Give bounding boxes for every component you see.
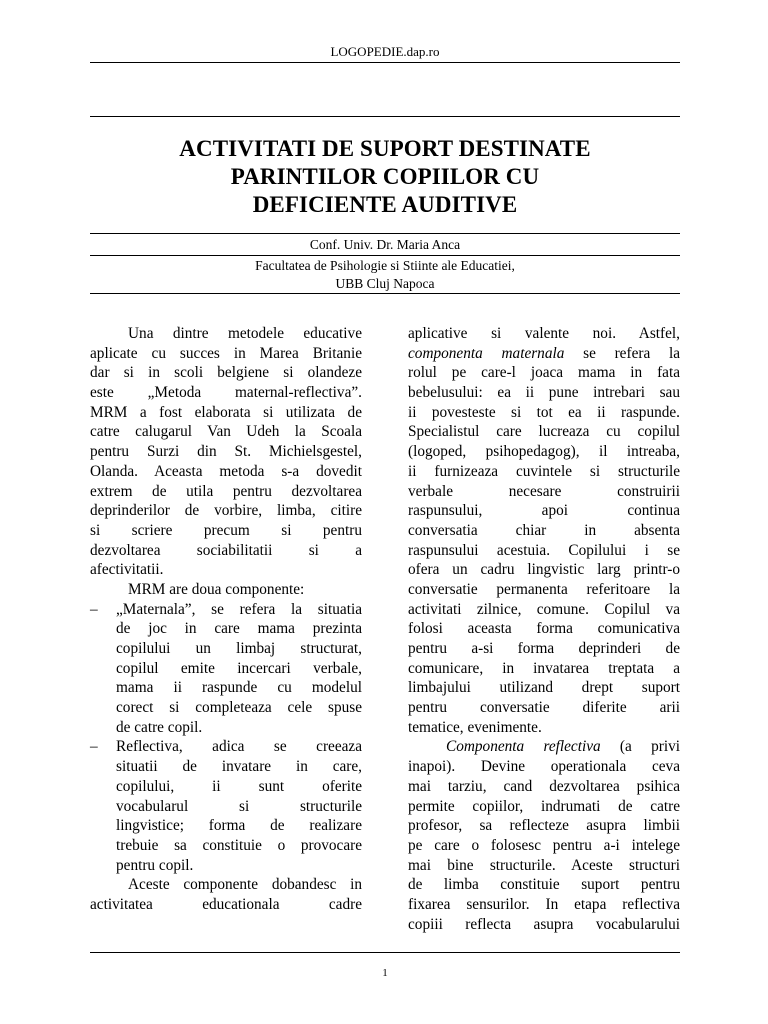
document-title [90, 135, 680, 219]
text-line: (logoped, psihopedagog), il intreaba, [408, 443, 680, 461]
text-line: pentru a-si forma deprinderi de [408, 640, 680, 657]
list-item [90, 600, 362, 738]
text-line: afectivitatii. [90, 561, 164, 579]
text-line: pentru copil. [116, 856, 194, 874]
text-line: copiii reflecta asupra vocabularului [408, 915, 680, 933]
text-line: de joc in care mama prezinta [116, 620, 362, 638]
text-line: Olanda. Aceasta metoda s-a dovedit [90, 462, 362, 480]
author-name: Conf. Univ. Dr. Maria Anca [309, 237, 461, 252]
text-line: raspunsului acestuia. Copilului i se [408, 541, 680, 559]
text-line: dezvoltarea sociabilitatii si a [90, 541, 362, 559]
footer-rule [90, 952, 680, 953]
text-line: mama ii raspunde cu modelul [116, 679, 362, 697]
text-line: ofera un cadru lingvistic larg printr-o [408, 561, 680, 579]
text-line: profesor, sa reflecteze asupra limbii [408, 817, 680, 835]
affiliation-line: UBB Cluj Napoca [335, 276, 435, 291]
text-line: pentru conversatie diferite arii [408, 699, 680, 717]
text-line: verbale necesare construirii [408, 482, 680, 500]
text-line: componenta maternala se refera la [408, 344, 681, 362]
list-item [90, 737, 362, 875]
text-line: Aceste componente dobandesc in [128, 876, 362, 894]
text-line: de limba constituie suport pentru [408, 876, 680, 894]
text-line: Una dintre metodele educative [128, 325, 362, 342]
text-line: conversatia chiar in absenta [408, 521, 680, 539]
text-line: mai tarziu, cand dezvoltarea psihica [408, 777, 680, 795]
text-line: comunicare, in invatarea treptata a [408, 659, 680, 677]
text-line: deprinderilor de vorbire, limba, citire [90, 502, 362, 520]
text-line: folosi aceasta forma comunicativa [408, 620, 680, 638]
page-number: 1 [382, 967, 388, 979]
text-line: rolul pe care-l joaca mama in fata [408, 364, 680, 382]
text-line: mai bine structurile. Aceste structuri [408, 856, 680, 874]
text-line: permite copiilor, indrumati de catre [408, 797, 680, 815]
affiliation-bottom-rule [90, 293, 680, 294]
title-line: PARINTILOR COPIILOR CU [230, 164, 540, 189]
text-line: tematice, evenimente. [408, 718, 542, 736]
text-line: si scriere precum si pentru [90, 521, 362, 539]
text-line: MRM are doua componente: [128, 580, 305, 598]
text-line: „Maternala”, se refera la situatia [116, 600, 362, 618]
text-line: activitati zilnice, comune. Copilul va [408, 600, 680, 618]
text-line: catre calugarul Van Udeh la Scoala [90, 423, 362, 441]
text-line: de catre copil. [116, 718, 203, 736]
text-line: pe care o folosesc pentru a-i intelege [408, 836, 680, 854]
header-rule [90, 62, 680, 63]
text-line: Specialistul care lucreaza cu copilul [408, 423, 680, 441]
text-line: limbajului utilizand drept suport [408, 679, 680, 697]
left-column [90, 324, 362, 915]
text-line: fixarea sensurilor. In etapa reflectiva [408, 895, 680, 913]
text-line: aplicative si valente noi. Astfel, [408, 325, 680, 342]
text-line: copilul emite incercari verbale, [116, 659, 362, 677]
text-line: bebelusului: ea ii pune intrebari sau [408, 384, 680, 402]
paragraph [90, 324, 362, 580]
text-line: pentru Surzi din St. Michielsgestel, [90, 443, 362, 461]
italic-term: componenta maternala [408, 344, 565, 362]
text-line: ii furnizeaza cuvintele si structurile [408, 462, 680, 480]
text-line: vocabularul si structurile [116, 797, 362, 815]
right-column [408, 324, 680, 934]
text-line: situatii de invatare in care, [116, 758, 362, 776]
text-line: trebuie sa constituie o provocare [116, 836, 362, 854]
text-line: raspunsului, apoi continua [408, 502, 680, 520]
text-line: copilului un limbaj structurat, [116, 640, 362, 657]
author-top-rule [90, 233, 680, 234]
running-header: LOGOPEDIE.dap.ro [330, 44, 440, 59]
text-line: MRM a fost elaborata si utilizata de [90, 403, 362, 421]
text-line: lingvistice; forma de realizare [116, 817, 362, 835]
text-line: dar si in scoli belgiene si olandeze [90, 364, 362, 382]
title-line: ACTIVITATI DE SUPORT DESTINATE [179, 136, 591, 161]
text-line: Componenta reflectiva (a privi [446, 738, 680, 756]
title-line: DEFICIENTE AUDITIVE [252, 192, 518, 217]
text-line: este „Metoda maternal-reflectiva”. [90, 384, 362, 402]
affiliation [90, 257, 680, 293]
title-top-rule [90, 116, 680, 117]
italic-term: Componenta reflectiva [446, 738, 601, 756]
text-line: aplicate cu succes in Marea Britanie [90, 344, 362, 362]
text-line: extrem de utila pentru dezvoltarea [90, 482, 362, 500]
text-line: Reflectiva, adica se creeaza [116, 738, 362, 756]
dash-marker: – [90, 600, 98, 618]
dash-marker: – [90, 738, 98, 756]
text-line: ii povesteste si tot ea ii raspunde. [408, 403, 680, 421]
text-line: inapoi). Devine operationala ceva [408, 758, 680, 776]
text-line: copilului, ii sunt oferite [116, 777, 362, 795]
text-line: conversatie permanenta referitoare la [408, 580, 680, 598]
author-bottom-rule [90, 255, 680, 256]
text-line: activitatea educationala cadre [90, 895, 362, 913]
affiliation-line: Facultatea de Psihologie si Stiinte ale Educatiei, [255, 258, 515, 273]
text-line: corect si completeaza cele spuse [116, 699, 362, 717]
